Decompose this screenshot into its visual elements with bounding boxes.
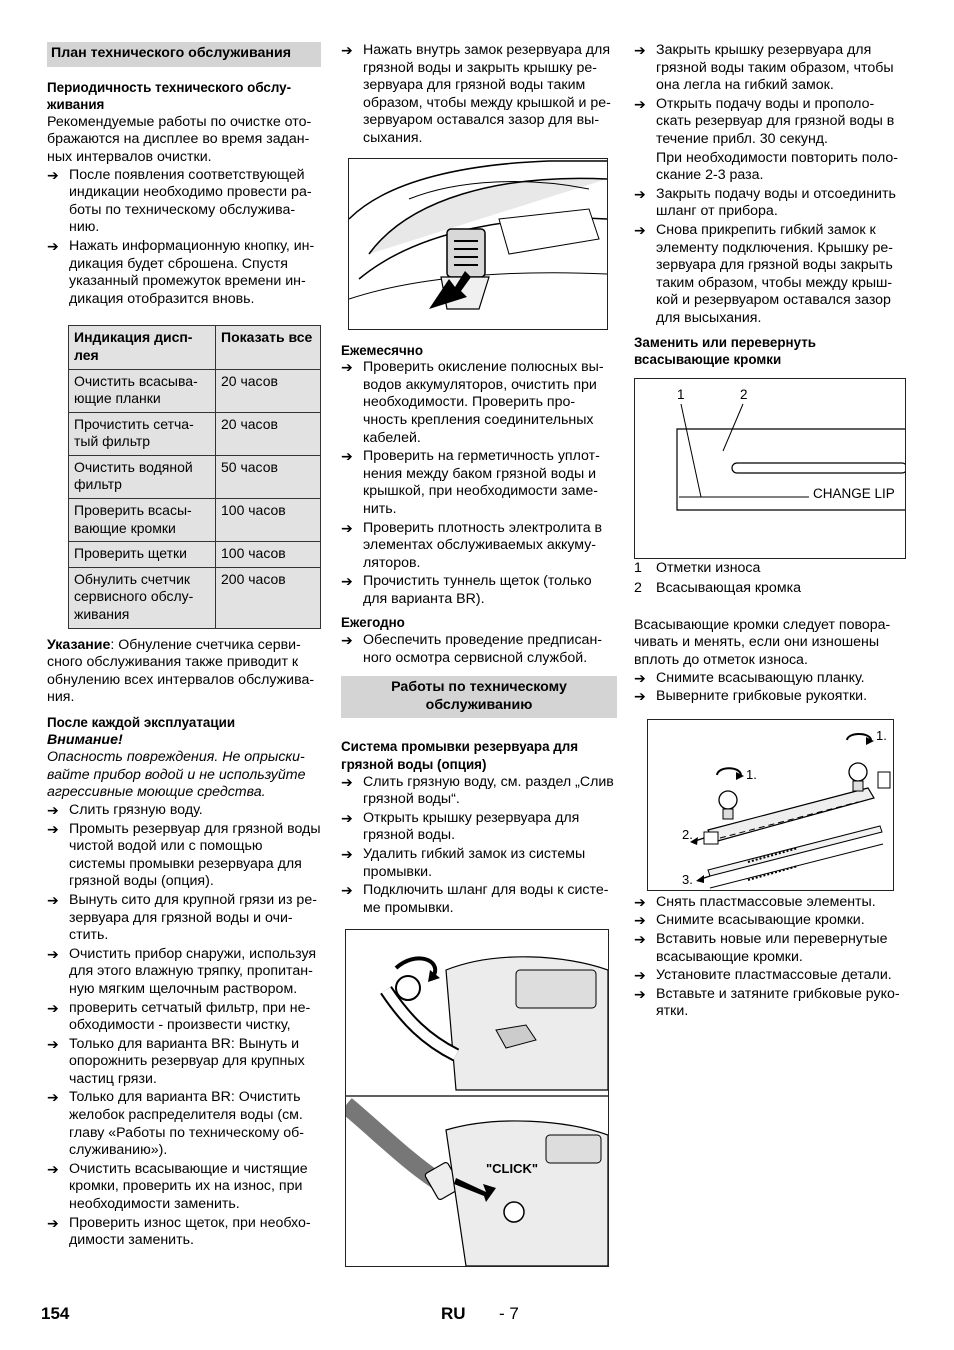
column-left: [47, 42, 321, 1251]
column-right: [634, 42, 908, 1022]
arrow-icon: ➔: [47, 801, 59, 818]
figure-change-lip: [634, 378, 906, 559]
arrow-icon: ➔: [634, 669, 646, 686]
arrow-icon: ➔: [47, 999, 59, 1016]
attention-text: Опасность повреждения. Не опрыски-вайте прибор водой и не используйте агрессивные моющие средства.: [47, 749, 306, 801]
arrow-icon: ➔: [47, 1089, 59, 1106]
arrow-icon: ➔: [341, 359, 353, 376]
table-cell: 100 часов: [216, 542, 321, 568]
list-item-text: Открыть подачу воды и прополо-скать резервуар для грязной воды в течение прибл. 30 секунд.: [656, 95, 895, 147]
squeegee-parts-illustration: [648, 720, 893, 890]
bullet-list: [47, 167, 321, 309]
repeat-rinse-text: При необходимости повторить поло-скание 2-3 раза.: [656, 149, 899, 184]
arrow-icon: ➔: [634, 221, 646, 238]
list-item: [47, 1089, 321, 1159]
arrow-icon: ➔: [341, 632, 353, 649]
bullet-list: [47, 802, 321, 1250]
list-item-text: После появления соответствующей индикации необходимо провести ра-боты по техническому обслужива-нию.: [69, 166, 312, 236]
arrow-icon: ➔: [634, 912, 646, 929]
arrow-icon: ➔: [47, 820, 59, 837]
table-cell: Очистить водяной фильтр: [69, 455, 216, 498]
list-item: [634, 931, 908, 966]
list-item: [341, 520, 617, 573]
yearly-heading: Ежегодно: [341, 615, 405, 631]
periodicity-heading: Периодичность технического обслу-живания: [47, 79, 292, 113]
bullet-list: [341, 632, 617, 667]
section-page: - 7: [499, 1304, 519, 1323]
list-item: [634, 894, 908, 912]
table-cell: 100 часов: [216, 499, 321, 542]
table-cell: Очистить всасыва-ющие планки: [69, 369, 216, 412]
arrow-icon: ➔: [634, 893, 646, 910]
bullet-list: [634, 42, 908, 149]
arrow-icon: ➔: [47, 166, 59, 183]
arrow-icon: ➔: [341, 846, 353, 862]
lip-replace-text: Всасывающие кромки следует повора-чивать и менять, если они изношены вплоть до отметок износа.: [634, 616, 891, 669]
list-item: [47, 821, 321, 891]
list-item: [634, 186, 908, 221]
change-lip-mark: CHANGE LIP: [813, 485, 895, 501]
arrow-icon: ➔: [47, 945, 59, 962]
list-item: [341, 448, 617, 518]
list-item-text: Удалить гибкий замок из системы промывки.: [363, 846, 586, 880]
list-item: [341, 573, 617, 608]
table-header-row: [69, 326, 321, 369]
list-item-text: Подключить шланг для воды к систе-ме промывки.: [363, 882, 609, 916]
list-item-text: Нажать внутрь замок резервуара для грязной воды и закрыть крышку ре-зервуара для грязной воды таким образом, чтобы между крышкой и ре-зервуаром оставался зазор для вы-сыхания.: [363, 42, 611, 146]
list-item: [341, 359, 617, 447]
list-item: [47, 238, 321, 308]
list-item-text: Очистить всасывающие и чистящие кромки, проверить их на износ, при необходимости заменить.: [69, 1160, 308, 1213]
list-item: [47, 946, 321, 999]
arrow-icon: ➔: [634, 95, 646, 112]
list-item-text: Нажать информационную кнопку, ин-дикация будет сброшена. Спустя указанный промежуток времени ин-дикация отобразится вновь.: [69, 237, 315, 307]
list-item-text: Проверить износ щеток, при необхо-димости заменить.: [69, 1214, 311, 1249]
arrow-icon: ➔: [341, 773, 353, 790]
table-row: [69, 412, 321, 455]
language-code: RU: [441, 1304, 466, 1323]
table-cell: 200 часов: [216, 567, 321, 628]
arrow-icon: ➔: [47, 237, 59, 254]
list-item: [634, 967, 908, 985]
list-item: [634, 222, 908, 328]
arrow-icon: ➔: [634, 688, 646, 705]
tank-lock-illustration: [349, 159, 607, 329]
arrow-icon: ➔: [47, 1214, 59, 1231]
maintenance-interval-table: [68, 325, 321, 628]
list-item-text: Вынуть сито для крупной грязи из ре-зервуара для грязной воды и очи-стить.: [69, 891, 317, 944]
bullet-list: [341, 42, 617, 148]
table-cell: Проверить всасы-вающие кромки: [69, 499, 216, 542]
arrow-icon: ➔: [47, 1035, 59, 1052]
list-item-text: Слить грязную воду, см. раздел „Слив грязной воды“.: [363, 773, 614, 808]
arrow-icon: ➔: [634, 967, 646, 984]
bullet-list: [341, 359, 617, 608]
legend-item: 2 Всасывающая кромка: [634, 580, 801, 597]
step-label: 3.: [682, 871, 693, 887]
list-item: [47, 167, 321, 237]
table-cell: 50 часов: [216, 455, 321, 498]
bullet-list: [341, 774, 617, 918]
figure-rinse-connection: [345, 929, 609, 1267]
arrow-icon: ➔: [341, 882, 353, 899]
note-label: Указание: [47, 636, 111, 653]
list-item-text: Вставьте и затяните грибковые руко-ятки.: [656, 985, 900, 1020]
list-item-text: Снимите всасывающую планку.: [656, 669, 865, 686]
list-item-text: Очистить прибор снаружи, используя для этого влажную тряпку, пропитан-ную мягким щелочным раствором.: [69, 945, 317, 997]
section-title-maintenance-works: Работы по техническому обслуживанию: [341, 676, 617, 718]
list-item-text: Слить грязную воду.: [69, 801, 203, 818]
monthly-heading: Ежемесячно: [341, 342, 423, 358]
bullet-list: [634, 186, 908, 328]
list-item: [47, 1215, 321, 1250]
list-item: [634, 688, 908, 706]
figure-tank-lock: [348, 158, 608, 330]
list-item-text: проверить сетчатый фильтр, при не-обходимости - произвести чистку,: [69, 999, 311, 1034]
arrow-icon: ➔: [634, 931, 646, 948]
table-cell: 20 часов: [216, 369, 321, 412]
arrow-icon: ➔: [341, 519, 353, 536]
list-item: [341, 774, 617, 809]
table-header-cell: Индикация дисп-лея: [69, 326, 216, 369]
note-text: : Обнуление счетчика серви-сного обслуживания также приводит к обнулению всех интервалов обслужива-ния.: [47, 636, 315, 706]
bullet-list: [634, 670, 908, 706]
list-item: [634, 670, 908, 688]
list-item-text: Вставить новые или перевернутые всасывающие кромки.: [656, 931, 888, 965]
callout-2: 2: [740, 386, 748, 402]
list-item: [47, 1036, 321, 1089]
arrow-icon: ➔: [634, 42, 646, 58]
arrow-icon: ➔: [341, 42, 353, 58]
table-header-cell: Показать все: [216, 326, 321, 369]
click-label: "CLICK": [486, 1161, 539, 1177]
figure-squeegee-parts: [647, 719, 894, 891]
rinse-system-heading: Система промывки резервуара для грязной воды (опция): [341, 739, 579, 773]
list-item-text: Снимите всасывающие кромки.: [656, 912, 865, 929]
list-item-text: Открыть крышку резервуара для грязной воды.: [363, 809, 580, 844]
list-item-text: Обеспечить проведение предписан-ного осмотра сервисной службой.: [363, 632, 602, 666]
table-cell: 20 часов: [216, 412, 321, 455]
list-item-text: Прочистить туннель щеток (только для варианта BR).: [363, 573, 592, 607]
step-label: 1.: [876, 727, 887, 743]
page-number: 154: [41, 1304, 70, 1323]
arrow-icon: ➔: [341, 448, 353, 465]
list-item-text: Выверните грибковые рукоятки.: [656, 688, 868, 705]
list-item-text: Проверить окисление полюсных вы-водов аккумуляторов, очистить при необходимости. Проверить про-чность крепления соединительных кабелей.: [363, 359, 604, 446]
rinse-connection-illustration: [346, 930, 608, 1266]
arrow-icon: ➔: [634, 185, 646, 202]
list-item: [47, 802, 321, 820]
list-item-text: Проверить плотность электролита в элементах обслуживаемых аккуму-ляторов.: [363, 519, 603, 571]
list-item: [341, 632, 617, 667]
list-item: [341, 42, 617, 148]
figure-legend: [634, 560, 908, 598]
change-lip-illustration: [635, 379, 905, 558]
section-title-maintenance-plan: План технического обслуживания: [47, 42, 321, 67]
replace-lip-heading: Заменить или перевернуть всасывающие кромки: [634, 334, 817, 368]
list-item: [47, 1161, 321, 1214]
after-use-heading: После каждой эксплуатации: [47, 715, 236, 730]
list-item: [341, 810, 617, 845]
list-item: [634, 42, 908, 95]
list-item: [341, 846, 617, 881]
list-item-text: Проверить на герметичность уплот-нения между баком грязной воды и крышкой, при необходимости заме-нить.: [363, 448, 600, 517]
table-row: [69, 567, 321, 628]
table-cell: Обнулить счетчик сервисного обслу-живания: [69, 567, 216, 628]
list-item-text: Снова прикрепить гибкий замок к элементу подключения. Крышку ре-зервуара для грязной воды закрыть таким образом, чтобы между крыш-кой и резервуаром оставался зазор для высыхания.: [656, 221, 894, 326]
list-item-text: Только для варианта BR: Вынуть и опорожнить резервуар для крупных частиц грязи.: [69, 1035, 305, 1087]
arrow-icon: ➔: [47, 1160, 59, 1177]
list-item: [634, 986, 908, 1021]
list-item: [341, 882, 617, 917]
arrow-icon: ➔: [634, 985, 646, 1002]
table-row: [69, 369, 321, 412]
table-row: [69, 542, 321, 568]
list-item: [47, 892, 321, 945]
arrow-icon: ➔: [47, 891, 59, 908]
table-row: [69, 499, 321, 542]
step-label: 2.: [682, 826, 693, 842]
arrow-icon: ➔: [341, 809, 353, 826]
step-label: 1.: [746, 766, 757, 782]
callout-1: 1: [677, 386, 685, 402]
periodicity-text: Рекомендуемые работы по очистке ото-бражаются на дисплее во время задан-ных интервалов очистки.: [47, 113, 312, 165]
table-cell: Проверить щетки: [69, 542, 216, 568]
column-middle: [341, 42, 617, 1267]
list-item: [634, 96, 908, 149]
list-item-text: Снять пластмассовые элементы.: [656, 893, 876, 910]
list-item-text: Промыть резервуар для грязной воды чистой водой или с помощью системы промывки резервуара для грязной воды (опция).: [69, 820, 321, 890]
list-item: [634, 912, 908, 930]
list-item-text: Только для варианта BR: Очистить желобок распределителя воды (см. главу «Работы по техническому об-служиванию»).: [69, 1089, 305, 1159]
list-item-text: Закрыть крышку резервуара для грязной воды таким образом, чтобы она легла на гибкий замок.: [656, 42, 894, 94]
legend-item: 1 Отметки износа: [634, 559, 761, 576]
note-paragraph: [47, 637, 321, 707]
list-item-text: Закрыть подачу воды и отсоединить шланг от прибора.: [656, 185, 896, 220]
table-cell: Прочистить сетча-тый фильтр: [69, 412, 216, 455]
table-row: [69, 455, 321, 498]
arrow-icon: ➔: [341, 573, 353, 590]
bullet-list: [634, 894, 908, 1021]
list-item-text: Установите пластмассовые детали.: [656, 967, 892, 984]
list-item: [47, 1000, 321, 1035]
attention-label: Внимание!: [47, 731, 123, 748]
